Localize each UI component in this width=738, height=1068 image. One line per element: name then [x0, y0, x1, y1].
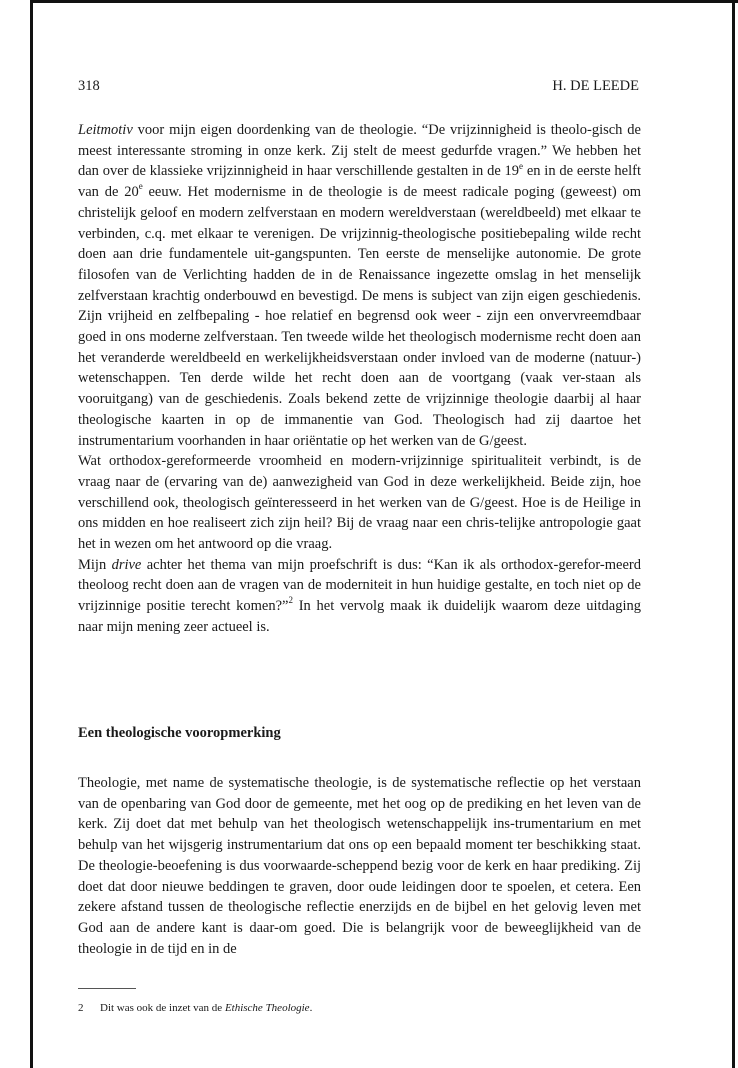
footnote-emphasis: Ethische Theologie	[224, 1002, 310, 1014]
text-run: achter het thema van mijn proefschrift is dus: “Kan ik als orthodox-gerefor-meerd theoloog recht doen aan de vragen van de moderniteit in hun huidige gestalte, en toch niet op de vrijzinnige positie terecht komen?”	[78, 556, 641, 615]
footnote-end: .	[309, 1002, 313, 1014]
text-run: Mijn	[78, 556, 112, 573]
superscript-e: e	[138, 181, 143, 192]
text-run: voor mijn eigen doordenking van de theologie. “De vrijzinnigheid is theolo-gisch de meest interessante stroming in onze kerk. Zij stelt de meest gedurfde vragen.” We hebben het dan over de klassieke vrijzinnigheid in haar verschillende gestalten in de 19	[78, 122, 641, 180]
page-border-left	[30, 0, 33, 1068]
paragraph-3	[78, 555, 641, 638]
paragraph-1	[78, 120, 641, 451]
footnote-number: 2	[78, 1002, 84, 1014]
emphasis-drive: drive	[111, 556, 142, 573]
section-paragraph-1: Theologie, met name de systematische theologie, is de systematische reflectie op het verstaan van de openbaring van God door de gemeente, met het oog op de prediking en het leven van de kerk. Zij doet dat met behulp van het theologisch wetenschappelijk ins-trumentarium en met behulp van het wijsgerig instrumentarium dat ons op een bepaald moment ter beschikking staat. De theologie-beoefening is dus voorwaarde-scheppend bezig voor de kerk en haar prediking. Zij doet dat door nieuwe beddingen te graven, door oude leidingen door te spoelen, et cetera. Een zekere afstand tussen de theologische reflectie enerzijds en de bijbel en het gelovig leven met God aan de andere kant is daar-om goed. Die is belangrijk voor de beweeglijkheid van de theologie in de tijd en in de	[78, 775, 641, 957]
page-number: 318	[78, 78, 100, 94]
text-run: eeuw. Het modernisme in de theologie is de meest radicale poging (geweest) om christelijk geloof en modern zelfverstaan en modern wereldverstaan (wereldbeeld) met elkaar te verbinden, c.q. met elkaar te verenigen. De vrijzinnig-theologische positiebepaling wilde recht doen aan drie fundamentele uit-gangspunten. Ten eerste de menselijke autonomie. De grote filosofen van de Verlichting hadden de in de Renaissance ingezette omslag in het menselijk zelfverstaan krachtig onderbouwd en bevestigd. De mens is subject van zijn eigen geschiedenis. Zijn vrijheid en zelfbepaling - hoe relatief en begrensd ook weer - zijn een onvervreemdbaar goed in ons moderne zelfverstaan. Ten tweede wilde het theologisch modernisme recht doen aan het veranderde wereldbeeld en werkelijkheidsverstaan onder invloed van de moderne (natuur-) wetenschappen. Ten derde wilde het recht doen aan de voortgang (vaak ver-staan als vooruitgang) van de geschiedenis. Zoals bekend zette de vrijzinnige theologie daarbij al haar theologische kaarten in op de immanentie van God. Theologisch had zij daartoe het instrumentarium voorhanden in haar oriëntatie op het werken van de G/geest.	[78, 184, 641, 449]
section-heading: Een theologische vooropmerking	[78, 725, 281, 741]
paragraph-2: Wat orthodox-gereformeerde vroomheid en modern-vrijzinnige spiritualiteit verbindt, is de vraag naar de (ervaring van de) aanwezigheid van God in deze werkelijkheid. Beide zijn, hoe verschillend ook, theologisch geïnteresseerd in het werken van de G/geest. Hoe is de Heilige in ons midden en hoe realiseert zich zijn heil? Bij de vraag naar een chris-telijke antropologie gaat het in wezen om het antwoord op die vraag.	[78, 453, 641, 553]
emphasis-leitmotiv: Leitmotiv	[78, 122, 133, 138]
footnote-rule	[78, 988, 136, 989]
text-run: In het vervolg maak ik duidelijk waarom deze uitdaging naar mijn mening zeer actueel is.	[78, 598, 641, 635]
page-border-top	[30, 0, 738, 3]
footnote-text: Dit was ook de inzet van de	[100, 1002, 225, 1014]
footnote-ref[interactable]: 2	[288, 595, 293, 606]
body-text	[78, 120, 641, 638]
running-head: H. DE LEEDE	[552, 78, 639, 94]
text-run: en in de eerste helft van de 20	[78, 163, 641, 201]
page-border-right	[732, 0, 735, 1068]
section-text	[78, 773, 641, 959]
footnote	[78, 1002, 639, 1014]
superscript-e: e	[519, 160, 524, 171]
